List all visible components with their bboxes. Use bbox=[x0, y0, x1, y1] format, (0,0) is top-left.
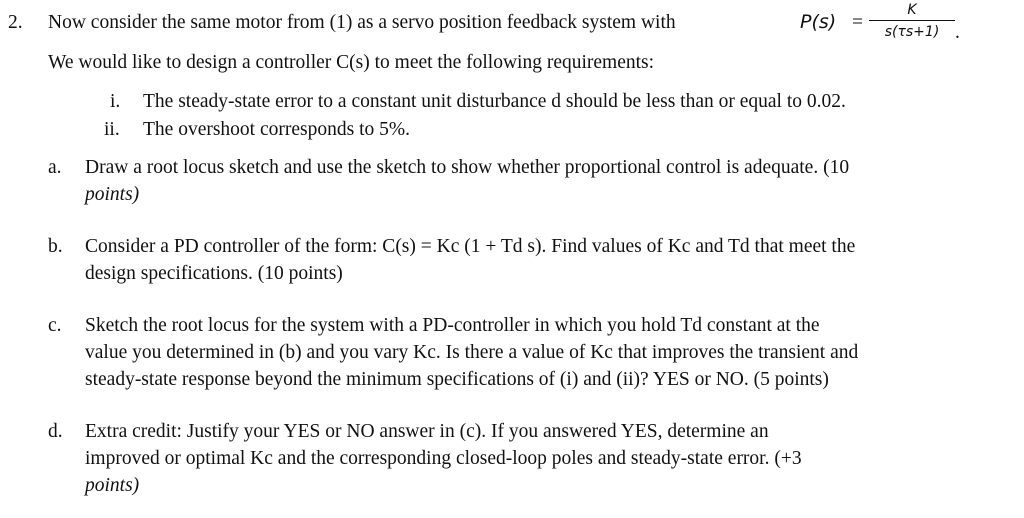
requirement-marker: ii. bbox=[104, 119, 120, 140]
part-c-line: value you determined in (b) and you vary Kc. Is there a value of Kc that improves the transient and bbox=[85, 342, 859, 363]
part-marker-b: b. bbox=[48, 236, 63, 257]
part-c-line: steady-state response beyond the minimum specifications of (i) and (ii)? YES or NO. (5 points) bbox=[85, 369, 829, 390]
part-d-line: improved or optimal Kc and the corresponding closed-loop poles and steady-state error. (+3 bbox=[85, 448, 802, 469]
problem-intro-line1: Now consider the same motor from (1) as a servo position feedback system with bbox=[48, 12, 676, 33]
part-b-line: Consider a PD controller of the form: C(s) = Kc (1 + Td s). Find values of Kc and Td that meet the bbox=[85, 236, 856, 257]
plant-lhs: P(s) bbox=[800, 11, 837, 33]
part-b-line: design specifications. (10 points) bbox=[85, 263, 343, 284]
plant-fraction bbox=[869, 2, 955, 40]
part-marker-d: d. bbox=[48, 421, 63, 442]
problem-number: 2. bbox=[8, 12, 23, 33]
part-a-line: Draw a root locus sketch and use the sketch to show whether proportional control is adequate. (10 bbox=[85, 157, 850, 178]
plant-numerator: K bbox=[907, 2, 917, 18]
requirement-marker: i. bbox=[110, 91, 121, 112]
part-d-line: points) bbox=[85, 475, 140, 496]
part-marker-c: c. bbox=[48, 315, 62, 336]
trailing-dot: . bbox=[955, 22, 960, 43]
requirement-text: The overshoot corresponds to 5%. bbox=[143, 119, 410, 140]
plant-denominator: s(τs+1) bbox=[884, 24, 940, 41]
part-d-line: Extra credit: Justify your YES or NO answer in (c). If you answered YES, determine an bbox=[85, 421, 769, 442]
part-a-line: points) bbox=[85, 184, 140, 205]
problem-intro-line2: We would like to design a controller C(s) to meet the following requirements: bbox=[48, 52, 655, 73]
equals-sign: = bbox=[852, 12, 863, 33]
requirement-text: The steady-state error to a constant unit disturbance d should be less than or equal to 0.02. bbox=[143, 91, 846, 112]
fraction-bar bbox=[869, 20, 955, 21]
part-c-line: Sketch the root locus for the system with a PD-controller in which you hold Td constant at the bbox=[85, 315, 820, 336]
part-marker-a: a. bbox=[48, 157, 62, 178]
